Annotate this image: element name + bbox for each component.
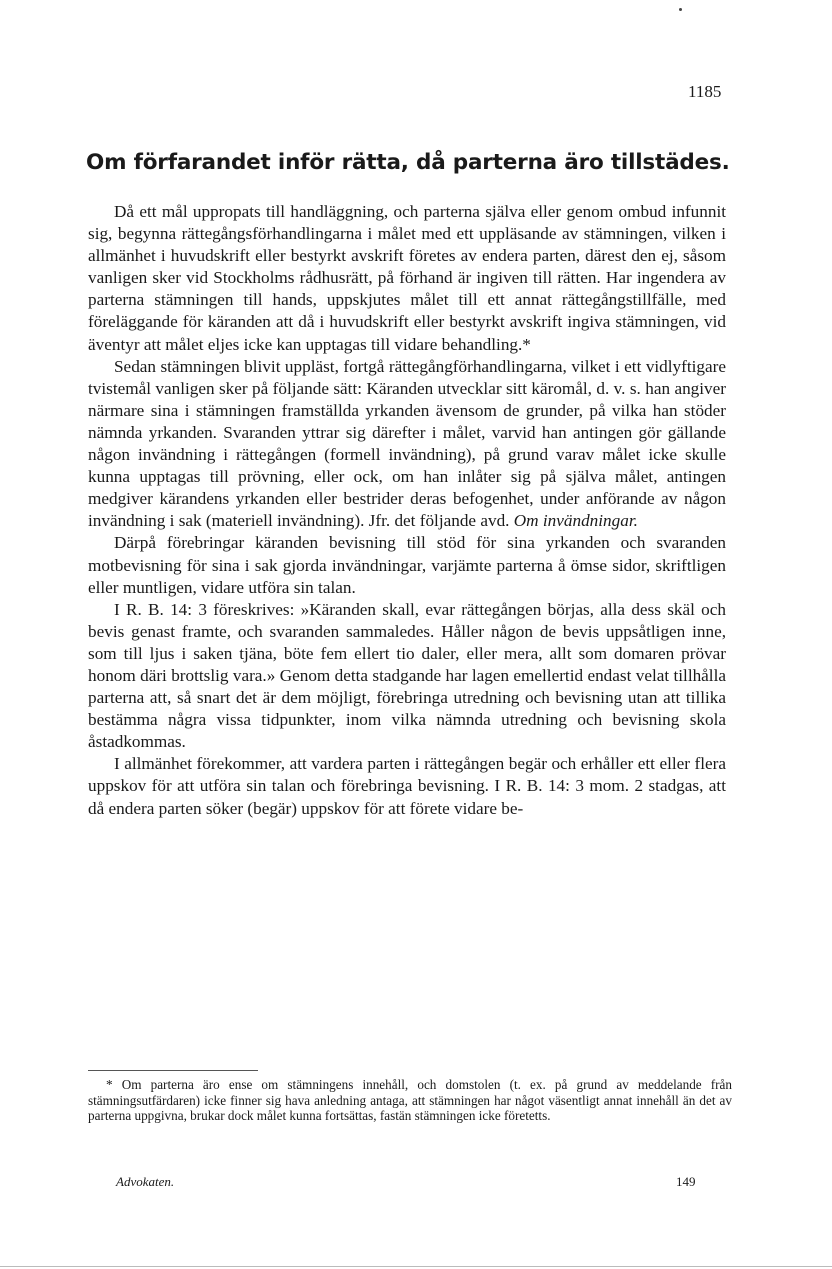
footer-signature-number: 149: [676, 1174, 696, 1189]
footer-publication: Advokaten.: [116, 1174, 175, 1189]
paragraph-4: I R. B. 14: 3 föreskrives: »Käranden skall, evar rättegången börjas, alla dess skäl och bevis genast framte, och svaranden sammaledes. Håller någon de bevis uppsåtligen inne, som till ljus i saken tjäna, böte fem ellert tio daler, eller mera, allt som domaren prövar honom däri brottslig vara.» Genom detta stadgande har lagen emellertid endast velat tillhålla parterna att, så snart det är dem möjligt, förebringa utredning och bevisning utan att tillika bestämma några vissa tidpunkter, inom vilka nämnda utredning och bevisning skola åstadkommas.: [88, 599, 726, 752]
paragraph-1: Då ett mål uppropats till handläggning, och parterna själva eller genom ombud infunnit sig, begynna rättegångsförhandlingarna i målet med ett uppläsande av stämningen, vilken i allmänhet i huvudskrift eller bestyrkt avskrift företes av endera parten, därest den ej, såsom vanligen sker vid Stockholms rådhusrätt, på förhand är ingiven till rätten. Har ingendera av parterna stämningen till hands, uppskjutes målet till ett annat rättegångstillfälle, med föreläggande för käranden att då i huvudskrift eller bestyrkt avskrift ingiva stämningen, vid äventyr att målet eljes icke kan upptagas till vidare behandling.*: [88, 202, 726, 354]
scan-edge-line: [0, 1266, 832, 1267]
paragraph-2: [88, 356, 726, 533]
page-title: Om förfarandet inför rätta, då parterna äro tillstädes.: [86, 150, 730, 175]
print-speck: [679, 8, 682, 11]
paragraph-2-text: Sedan stämningen blivit uppläst, fortgå rättegångförhandlingarna, vilket i ett vidlyftigare tvistemål vanligen sker på följande sätt: Käranden utvecklar sitt käromål, d. v. s. han angiver närmare sina i stämningen framställda yrkanden ävensom de grunder, på vilka han stöder nämnda yrkanden. Svaranden yttrar sig därefter i målet, varvid han antingen gör gällande någon invändning i rättegången (formell invändning), på grund varav målet icke skulle kunna upptagas till prövning, eller ock, om han inlåter sig på själva målet, antingen medgiver kärandens yrkanden eller bestrider deras befogenhet, under anförande av någon invändning i sak (materiell invändning). Jfr. det följande avd.: [88, 356, 726, 531]
paragraph-2-italic: Om invändningar.: [513, 511, 638, 531]
footnote-divider: [88, 1070, 258, 1071]
page-number: 1185: [688, 82, 722, 101]
paragraph-3: Därpå förebringar käranden bevisning till stöd för sina yrkanden och svaranden motbevisning för sina i sak gjorda invändningar, varjämte parterna å ömse sidor, skriftligen eller muntligen, vidare utföra sin talan.: [88, 533, 726, 597]
body-text: [88, 201, 726, 820]
paragraph-5: I allmänhet förekommer, att vardera parten i rättegången begär och erhåller ett eller flera uppskov för att utföra sin talan och förebringa bevisning. I R. B. 14: 3 mom. 2 stadgas, att då endera parten söker (begär) uppskov för att förete vidare be-: [88, 754, 726, 818]
footnote: * Om parterna äro ense om stämningens innehåll, och domstolen (t. ex. på grund av meddelande från stämningsutfärdaren) icke finner sig hava anledning antaga, att stämningen har något väsentligt annat innehåll än det av parterna uppgivna, brukar dock målet kunna fortsättas, fastän stämningen icke företetts.: [88, 1077, 732, 1124]
